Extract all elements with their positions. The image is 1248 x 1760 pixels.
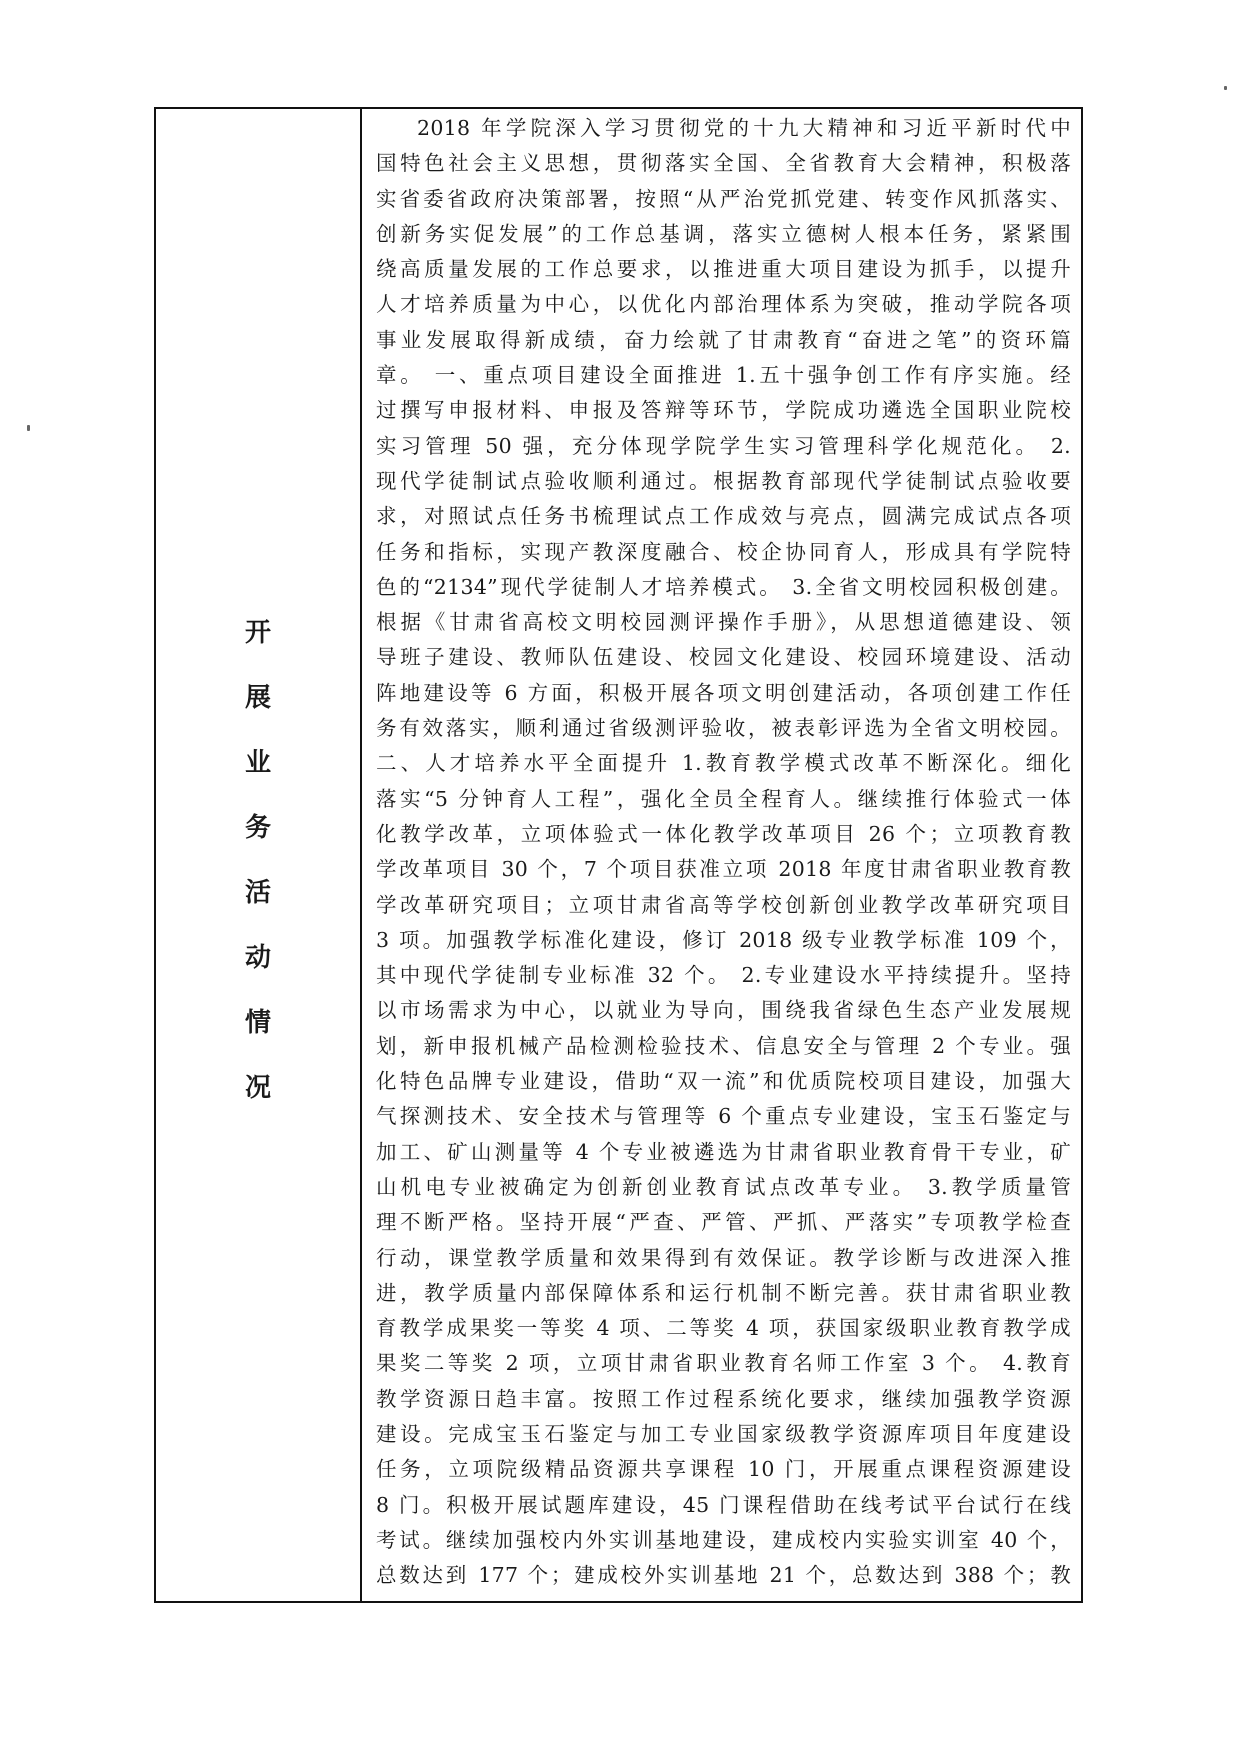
section-label [245,601,271,1121]
content-line: 务有效落实，顺利通过省级测评验收，被表彰评选为全省文明校园。 [376,716,1071,741]
content-line: 总数达到 177 个；建成校外实训基地 21 个，总数达到 388 个；教 [376,1563,1071,1588]
content-line: 考试。继续加强校内外实训基地建设，建成校内实验实训室 40 个， [376,1527,1071,1552]
content-line: 进，教学质量内部保障体系和运行机制不断完善。获甘肃省职业教 [376,1280,1071,1305]
content-line: 过撰写申报材料、申报及答辩等环节，学院成功遴选全国职业院校 [376,398,1071,423]
content-line: 色的“2134”现代学徒制人才培养模式。 3.全省文明校园积极创建。 [376,574,1071,599]
report-table [154,107,1083,1603]
content-line: 行动，课堂教学质量和效果得到有效保证。教学诊断与改进深入推 [376,1245,1071,1270]
content-line: 育教学成果奖一等奖 4 项、二等奖 4 项，获国家级职业教育教学成 [376,1316,1071,1341]
content-line: 3 项。加强教学标准化建设，修订 2018 级专业教学标准 109 个， [376,927,1071,952]
content-line: 实省委省政府决策部署，按照“从严治党抓党建、转变作风抓落实、 [376,186,1071,211]
section-label-cell [156,109,362,1601]
section-label-char: 况 [244,1073,271,1103]
content-line: 加工、矿山测量等 4 个专业被遴选为甘肃省职业教育骨干专业，矿 [376,1139,1071,1164]
content-line: 2018 年学院深入学习贯彻党的十九大精神和习近平新时代中 [417,116,1071,140]
content-line: 事业发展取得新成绩，奋力绘就了甘肃教育“奋进之笔”的资环篇 [376,327,1071,352]
content-line: 化教学改革，立项体验式一体化教学改革项目 26 个；立项教育教 [376,821,1071,846]
content-line: 以市场需求为中心，以就业为导向，围绕我省绿色生态产业发展规 [376,998,1071,1023]
content-line: 人才培养质量为中心，以优化内部治理体系为突破，推动学院各项 [376,292,1071,317]
content-line: 现代学徒制试点验收顺利通过。根据教育部现代学徒制试点验收要 [376,468,1071,493]
content-line: 果奖二等奖 2 项，立项甘肃省职业教育名师工作室 3 个。 4.教育 [376,1351,1071,1376]
content-line: 求，对照试点任务书梳理试点工作成效与亮点，圆满完成试点各项 [376,504,1071,529]
section-label-char: 业 [244,748,271,778]
content-line: 理不断严格。坚持开展“严查、严管、严抓、严落实”专项教学检查 [376,1210,1071,1235]
content-line: 绕高质量发展的工作总要求，以推进重大项目建设为抓手，以提升 [376,257,1071,282]
section-label-char: 开 [244,618,271,648]
content-line: 任务和指标，实现产教深度融合、校企协同育人，形成具有学院特 [376,539,1071,564]
content-line: 教学资源日趋丰富。按照工作过程系统化要求，继续加强教学资源 [376,1386,1071,1411]
content-line: 任务，立项院级精品资源共享课程 10 门，开展重点课程资源建设 [376,1457,1071,1482]
content-line: 山机电专业被确定为创新创业教育试点改革专业。 3.教学质量管 [376,1174,1071,1199]
content-line: 学改革项目 30 个，7 个项目获准立项 2018 年度甘肃省职业教育教 [376,857,1071,882]
content-line: 其中现代学徒制专业标准 32 个。 2.专业建设水平持续提升。坚持 [376,963,1071,988]
scan-speck [27,425,30,431]
content-line: 落实“5 分钟育人工程”，强化全员全程育人。继续推行体验式一体 [376,786,1071,811]
content-line: 气探测技术、安全技术与管理等 6 个重点专业建设，宝玉石鉴定与 [376,1104,1071,1129]
content-line: 建设。完成宝玉石鉴定与加工专业国家级教学资源库项目年度建设 [376,1421,1071,1446]
content-line: 8 门。积极开展试题库建设，45 门课程借助在线考试平台试行在线 [376,1492,1071,1517]
content-line: 学改革研究项目；立项甘肃省高等学校创新创业教学改革研究项目 [376,892,1071,917]
section-label-char: 展 [244,683,271,713]
scan-speck [1224,86,1227,90]
content-line: 章。 一、重点项目建设全面推进 1.五十强争创工作有序实施。经 [376,363,1071,388]
content-line: 国特色社会主义思想，贯彻落实全国、全省教育大会精神，积极落 [376,151,1071,176]
section-label-char: 动 [244,943,271,973]
content-line: 化特色品牌专业建设，借助“双一流”和优质院校项目建设，加强大 [376,1069,1071,1094]
content-line: 根据《甘肃省高校文明校园测评操作手册》，从思想道德建设、领 [376,610,1071,635]
section-label-char: 情 [244,1008,271,1038]
content-line: 导班子建设、教师队伍建设、校园文化建设、校园环境建设、活动 [376,645,1071,670]
content-line: 创新务实促发展”的工作总基调，落实立德树人根本任务，紧紧围 [376,221,1071,246]
content-line: 划，新申报机械产品检测检验技术、信息安全与管理 2 个专业。强 [376,1033,1071,1058]
section-label-char: 活 [244,878,271,908]
content-line: 实习管理 50 强，充分体现学院学生实习管理科学化规范化。 2. [376,433,1071,458]
content-line: 阵地建设等 6 方面，积极开展各项文明创建活动，各项创建工作任 [376,680,1071,705]
content-line: 二、人才培养水平全面提升 1.教育教学模式改革不断深化。细化 [376,751,1071,776]
content-cell [362,109,1081,1601]
section-label-char: 务 [244,813,271,843]
